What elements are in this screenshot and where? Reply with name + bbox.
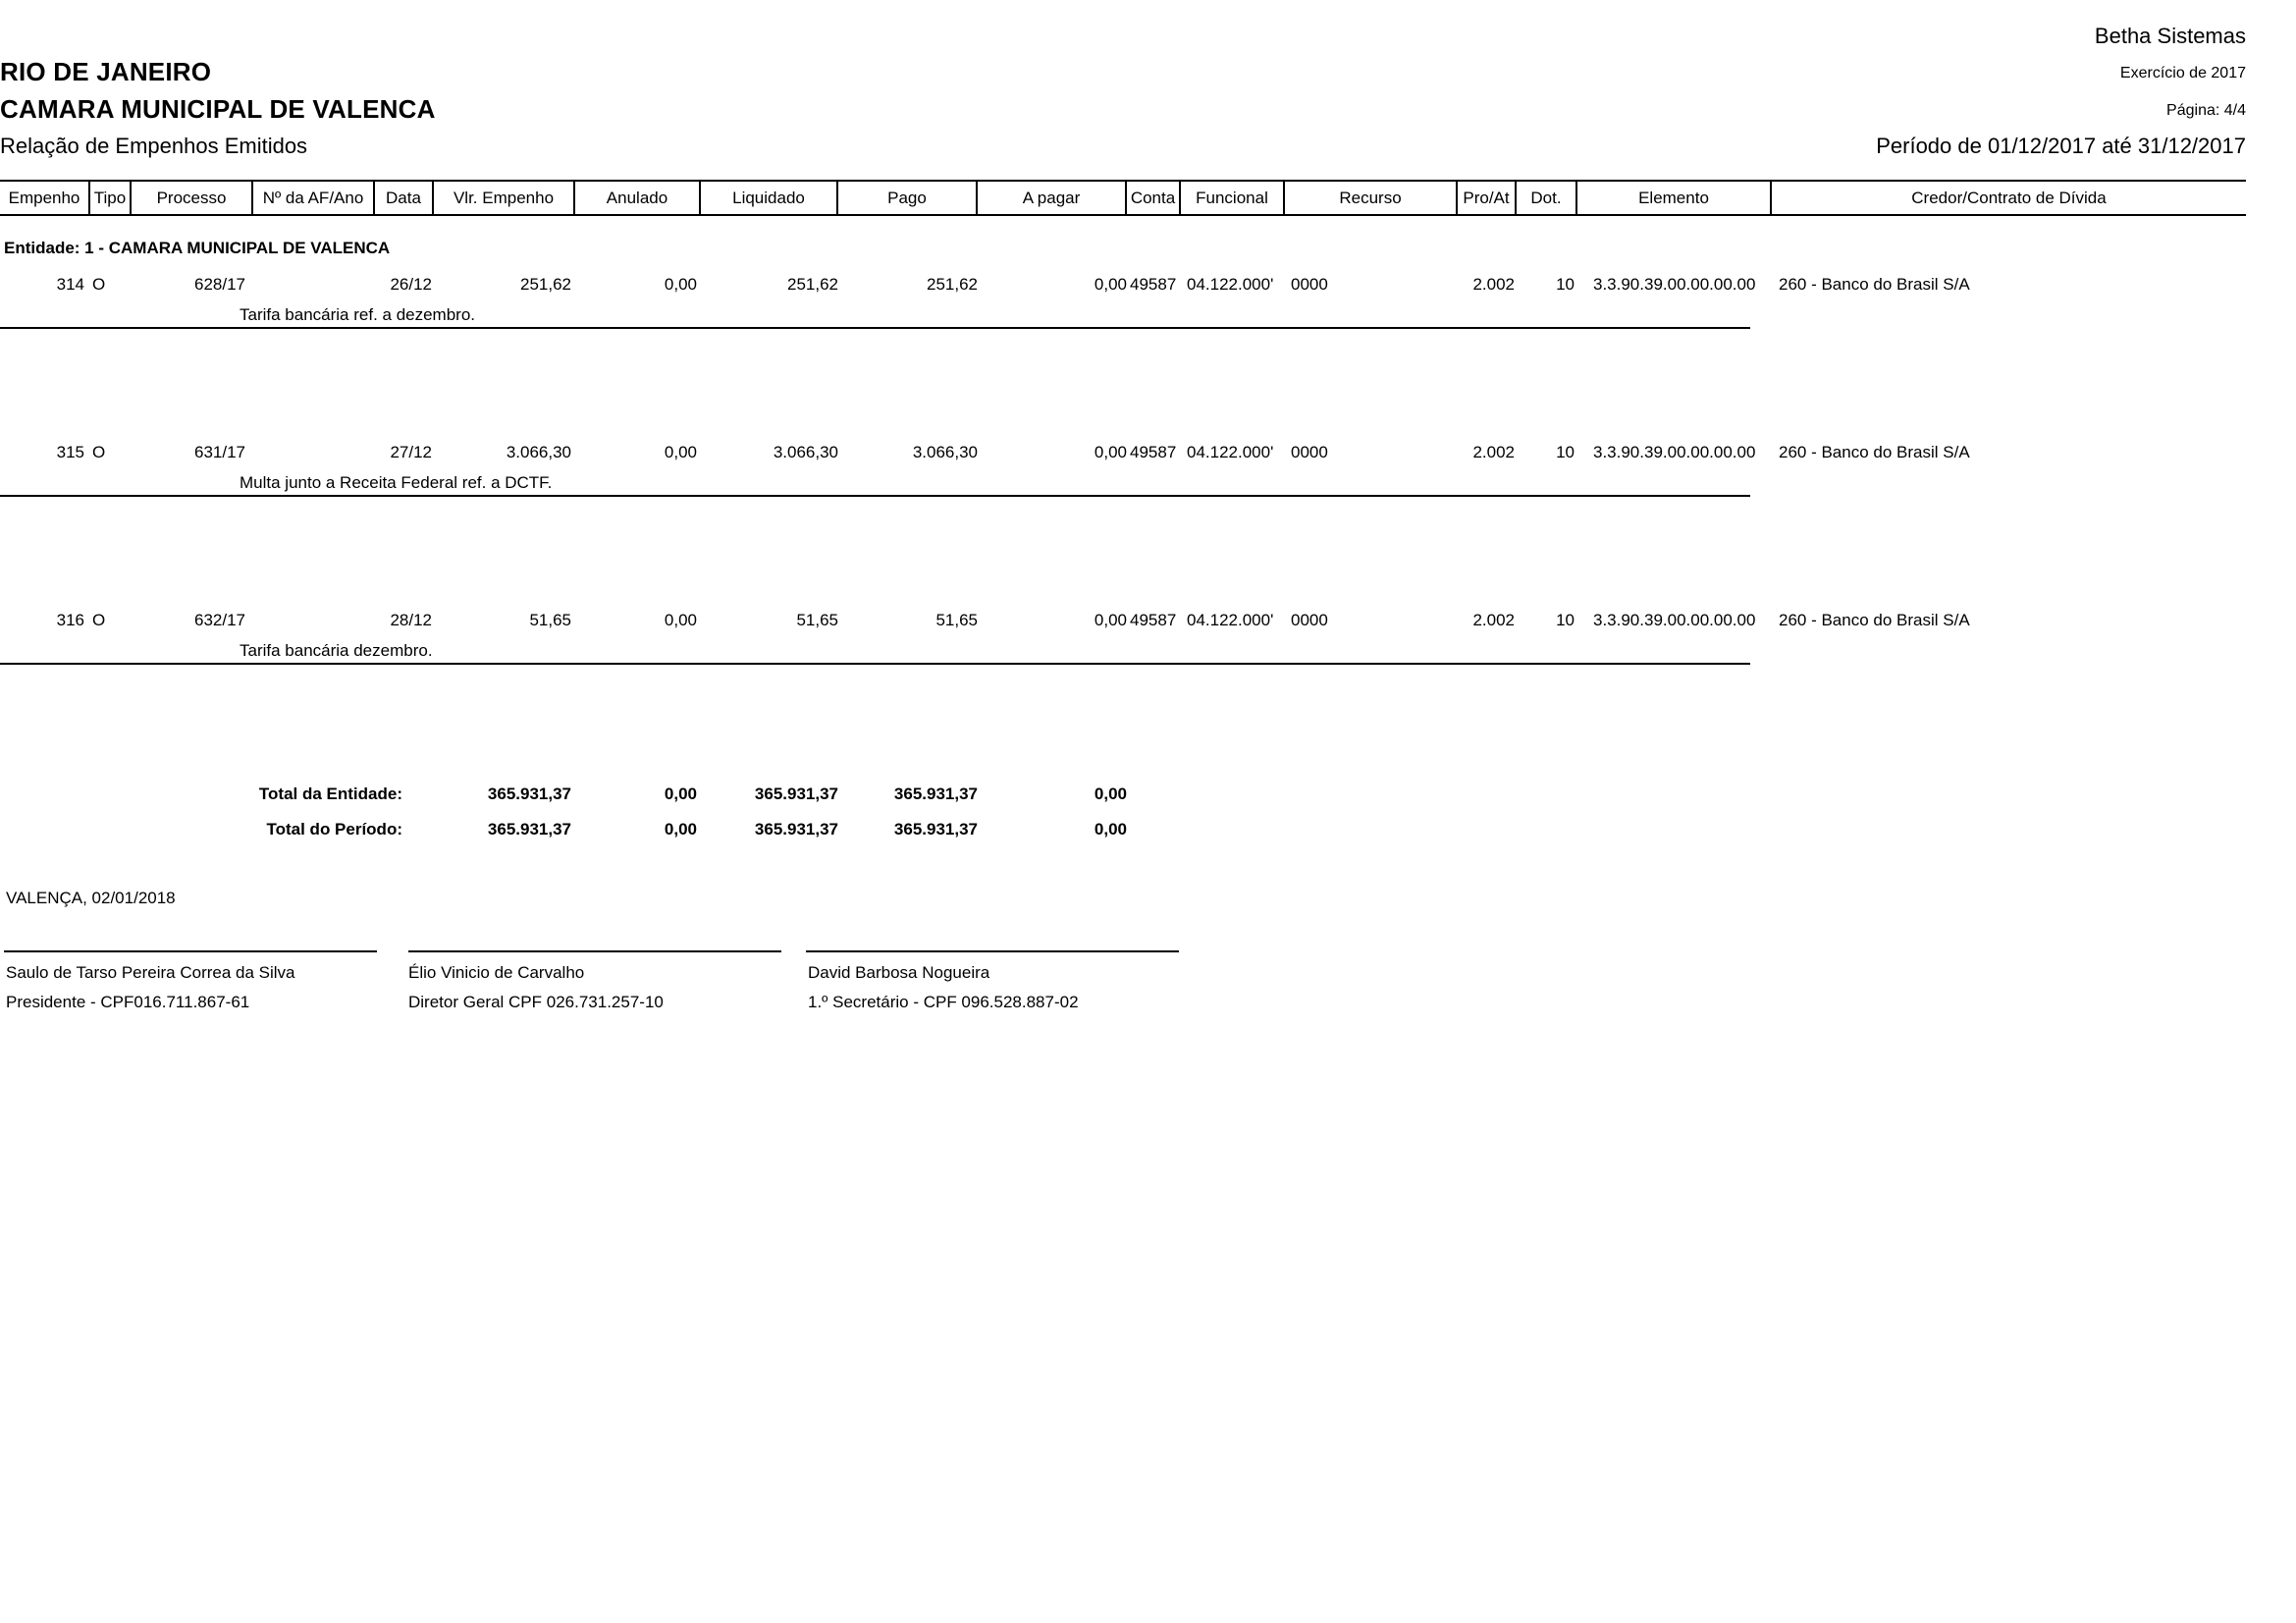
col-valor: Vlr. Empenho (434, 182, 575, 214)
row-divider (0, 663, 1750, 665)
period-label: Período de 01/12/2017 até 31/12/2017 (1876, 134, 2246, 158)
col-proat: Pro/At (1458, 182, 1517, 214)
signature-line (806, 950, 1179, 952)
cell-liquidado: 251,62 (787, 275, 838, 294)
cell-conta: 49587 (1130, 443, 1177, 461)
cell-valor: 251,62 (520, 275, 571, 294)
signature-name: Saulo de Tarso Pereira Correa da Silva (6, 963, 295, 982)
signature-role: 1.º Secretário - CPF 096.528.887-02 (808, 993, 1079, 1011)
cell-descricao: Tarifa bancária dezembro. (240, 641, 433, 660)
cell-processo: 632/17 (194, 611, 245, 629)
cell-apagar: 0,00 (1094, 611, 1127, 629)
total-apagar: 0,00 (1094, 784, 1127, 803)
cell-conta: 49587 (1130, 611, 1177, 629)
cell-dot: 10 (1556, 443, 1575, 461)
cell-anulado: 0,00 (664, 611, 697, 629)
col-apagar: A pagar (978, 182, 1127, 214)
cell-proat: 2.002 (1472, 443, 1515, 461)
cell-tipo: O (92, 275, 106, 294)
col-empenho: Empenho (0, 182, 90, 214)
cell-tipo: O (92, 443, 106, 461)
cell-recurso: 0000 (1291, 443, 1328, 461)
cell-data: 26/12 (390, 275, 432, 294)
cell-conta: 49587 (1130, 275, 1177, 294)
cell-recurso: 0000 (1291, 611, 1328, 629)
cell-data: 27/12 (390, 443, 432, 461)
row-divider (0, 327, 1750, 329)
total-liquidado: 365.931,37 (754, 784, 838, 803)
cell-elemento: 3.3.90.39.00.00.00.00 (1593, 275, 1756, 294)
cell-elemento: 3.3.90.39.00.00.00.00 (1593, 611, 1756, 629)
state-title: RIO DE JANEIRO (0, 57, 212, 86)
cell-apagar: 0,00 (1094, 275, 1127, 294)
signature-role: Diretor Geral CPF 026.731.257-10 (408, 993, 664, 1011)
cell-pago: 251,62 (927, 275, 978, 294)
place-date: VALENÇA, 02/01/2018 (6, 889, 176, 907)
entity-label: Entidade: 1 - CAMARA MUNICIPAL DE VALENCA (4, 239, 391, 257)
total-label: Total da Entidade: (258, 784, 402, 803)
col-anulado: Anulado (575, 182, 701, 214)
cell-proat: 2.002 (1472, 275, 1515, 294)
cell-valor: 51,65 (529, 611, 571, 629)
cell-dot: 10 (1556, 611, 1575, 629)
col-processo: Processo (132, 182, 253, 214)
company-name: Betha Sistemas (2094, 24, 2246, 48)
exercise-label: Exercício de 2017 (2119, 65, 2246, 81)
cell-funcional: 04.122.000' (1187, 443, 1274, 461)
cell-anulado: 0,00 (664, 443, 697, 461)
cell-empenho: 314 (56, 275, 84, 294)
cell-liquidado: 3.066,30 (773, 443, 838, 461)
cell-recurso: 0000 (1291, 275, 1328, 294)
cell-pago: 3.066,30 (912, 443, 978, 461)
cell-processo: 631/17 (194, 443, 245, 461)
cell-empenho: 315 (56, 443, 84, 461)
col-af-ano: Nº da AF/Ano (253, 182, 375, 214)
cell-anulado: 0,00 (664, 275, 697, 294)
col-conta: Conta (1127, 182, 1181, 214)
signature-role: Presidente - CPF016.711.867-61 (6, 993, 250, 1011)
col-liquidado: Liquidado (701, 182, 838, 214)
total-anulado: 0,00 (664, 820, 697, 839)
report-title: Relação de Empenhos Emitidos (0, 134, 308, 158)
column-header-bar (0, 180, 2246, 216)
signature-name: David Barbosa Nogueira (808, 963, 990, 982)
signature-name: Élio Vinicio de Carvalho (408, 963, 585, 982)
col-recurso: Recurso (1285, 182, 1458, 214)
cell-pago: 51,65 (935, 611, 978, 629)
col-funcional: Funcional (1181, 182, 1285, 214)
cell-proat: 2.002 (1472, 611, 1515, 629)
cell-credor: 260 - Banco do Brasil S/A (1779, 611, 1970, 629)
cell-credor: 260 - Banco do Brasil S/A (1779, 443, 1970, 461)
col-tipo: Tipo (90, 182, 132, 214)
cell-credor: 260 - Banco do Brasil S/A (1779, 275, 1970, 294)
cell-empenho: 316 (56, 611, 84, 629)
cell-processo: 628/17 (194, 275, 245, 294)
cell-descricao: Multa junto a Receita Federal ref. a DCTF. (240, 473, 553, 492)
cell-funcional: 04.122.000' (1187, 611, 1274, 629)
total-valor: 365.931,37 (487, 784, 571, 803)
col-credor: Credor/Contrato de Dívida (1911, 189, 2107, 207)
col-elemento: Elemento (1577, 182, 1772, 214)
cell-data: 28/12 (390, 611, 432, 629)
entity-title: CAMARA MUNICIPAL DE VALENCA (0, 94, 436, 124)
total-liquidado: 365.931,37 (754, 820, 838, 839)
total-pago: 365.931,37 (893, 784, 978, 803)
col-data: Data (375, 182, 434, 214)
row-divider (0, 495, 1750, 497)
signature-line (408, 950, 781, 952)
total-anulado: 0,00 (664, 784, 697, 803)
page-number: Página: 4/4 (2166, 102, 2246, 119)
total-pago: 365.931,37 (893, 820, 978, 839)
cell-liquidado: 51,65 (796, 611, 838, 629)
total-valor: 365.931,37 (487, 820, 571, 839)
total-apagar: 0,00 (1094, 820, 1127, 839)
col-dot: Dot. (1517, 182, 1577, 214)
cell-apagar: 0,00 (1094, 443, 1127, 461)
signature-line (4, 950, 377, 952)
cell-tipo: O (92, 611, 106, 629)
col-pago: Pago (838, 182, 978, 214)
cell-valor: 3.066,30 (506, 443, 571, 461)
cell-dot: 10 (1556, 275, 1575, 294)
total-label: Total do Período: (266, 820, 402, 839)
cell-elemento: 3.3.90.39.00.00.00.00 (1593, 443, 1756, 461)
cell-funcional: 04.122.000' (1187, 275, 1274, 294)
cell-descricao: Tarifa bancária ref. a dezembro. (240, 305, 476, 324)
